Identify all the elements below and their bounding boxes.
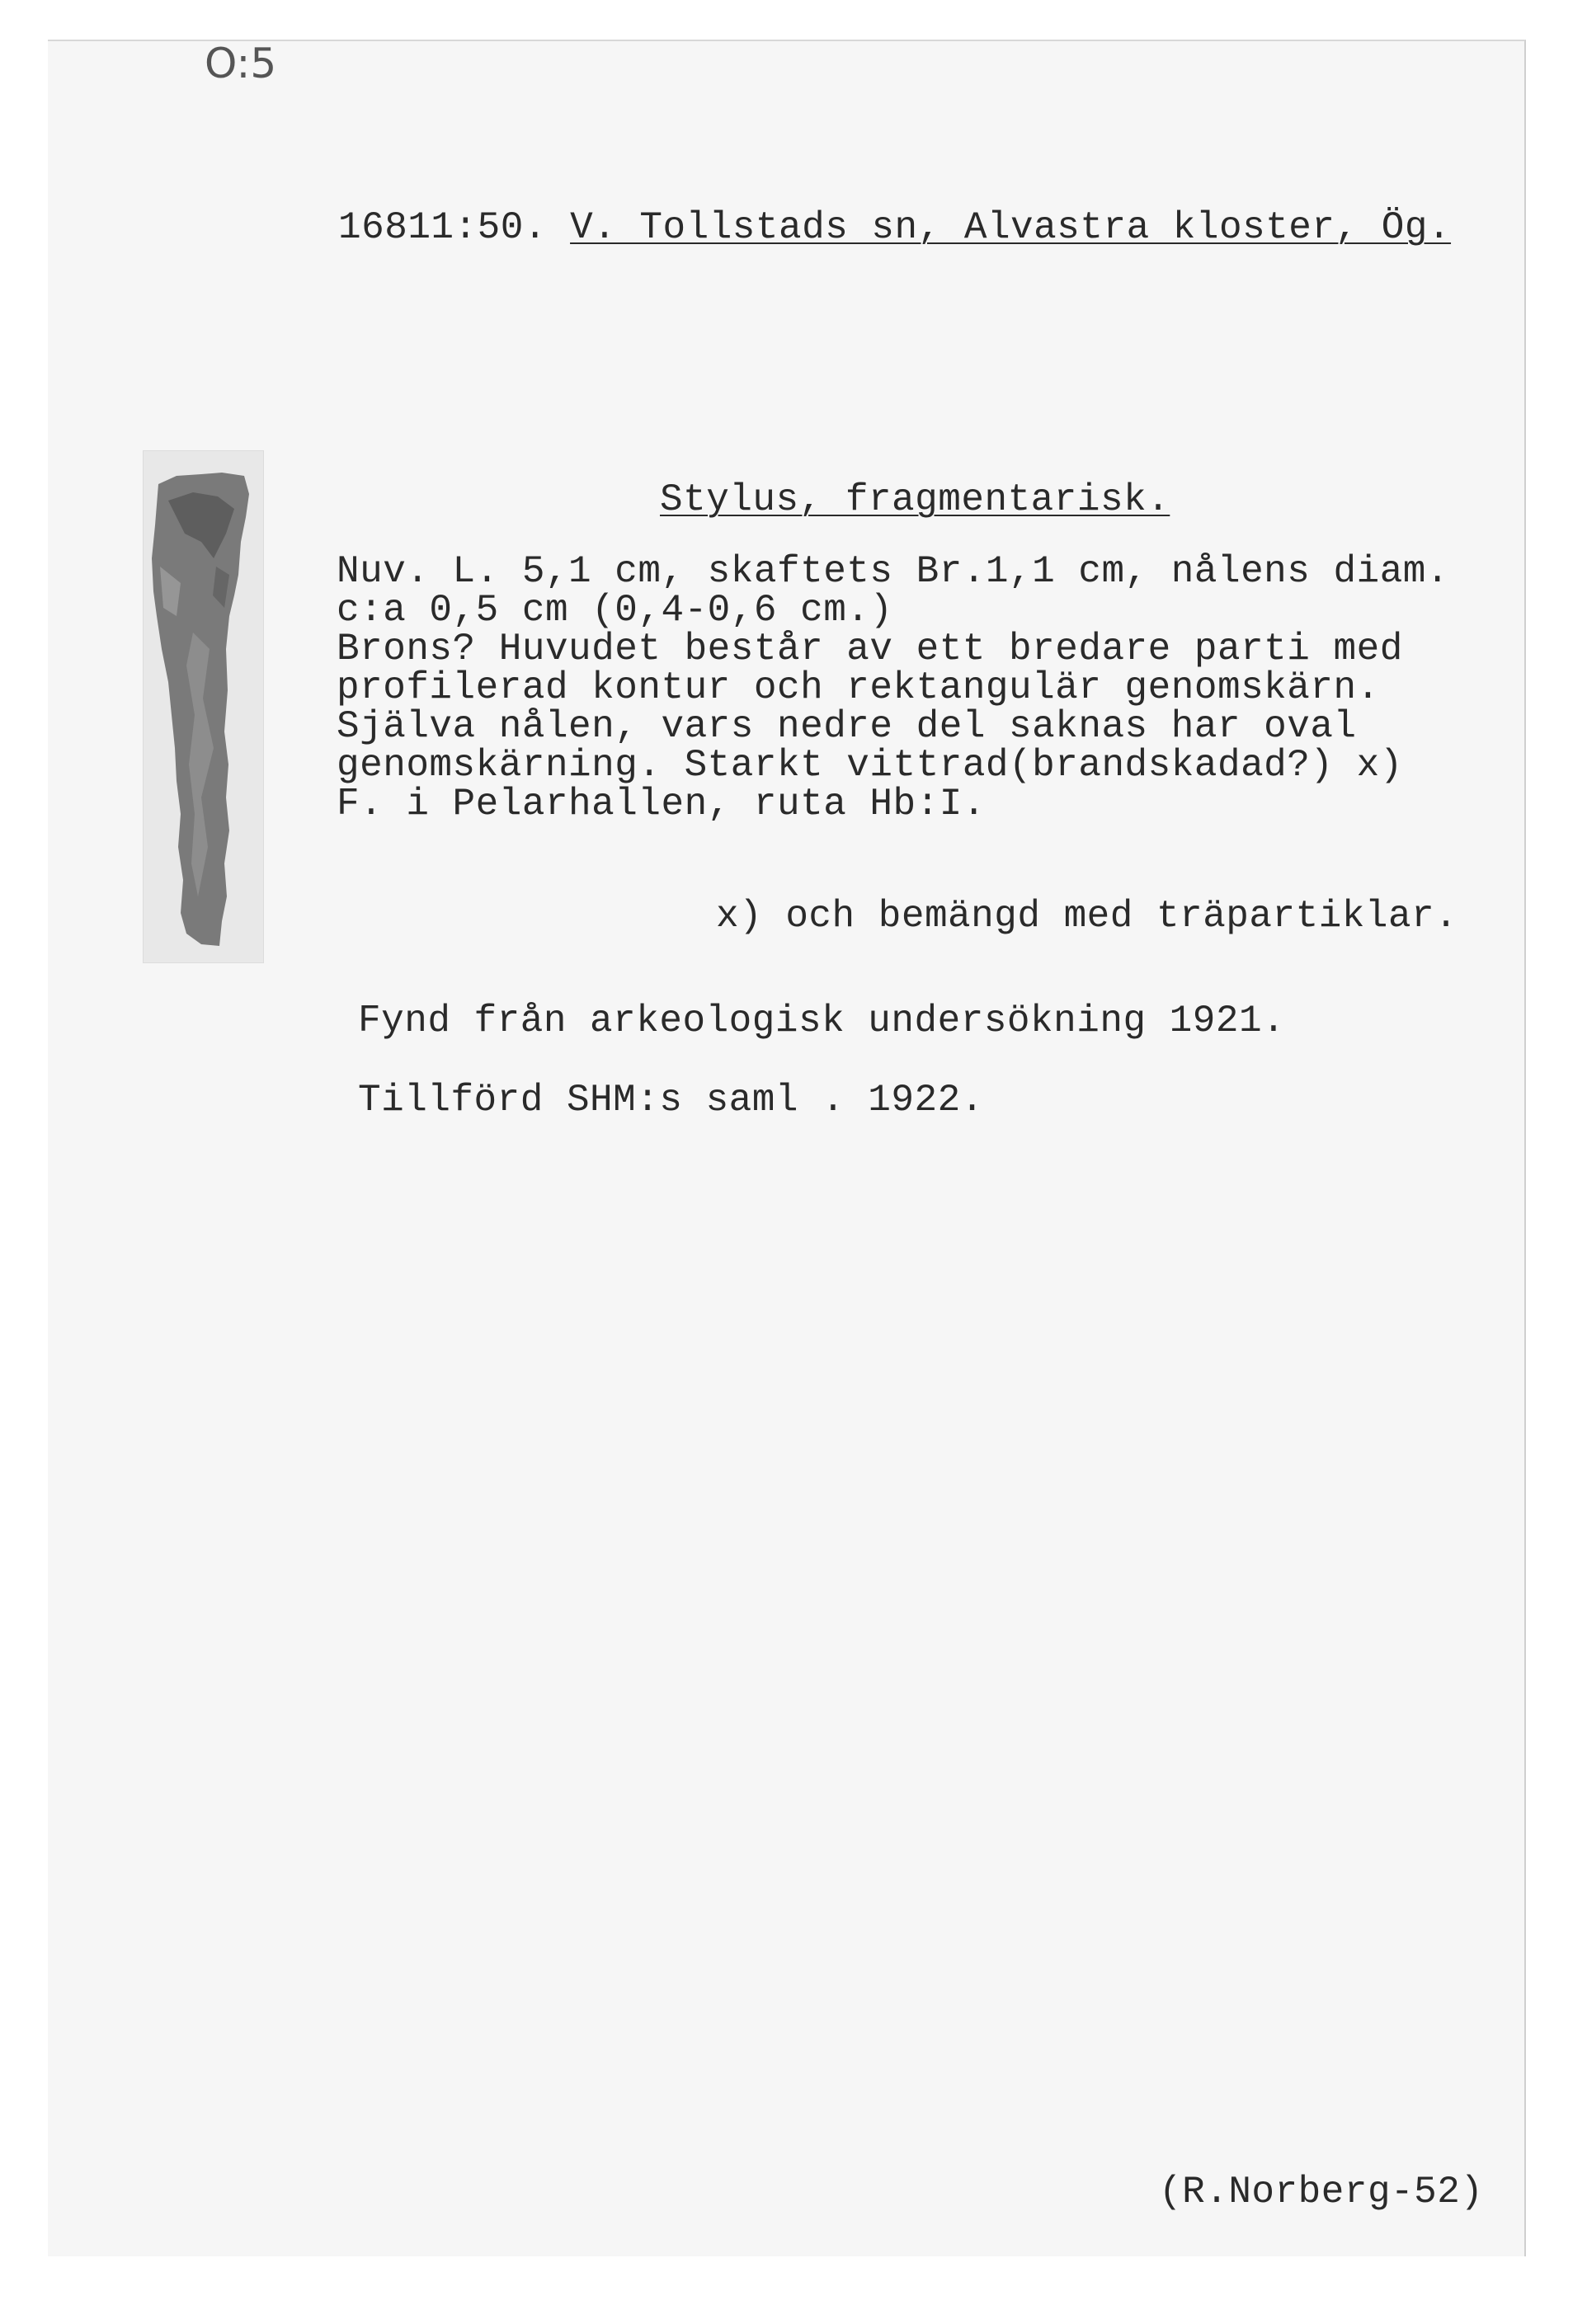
description-line: genomskärning. Starkt vittrad(brandskadad?) x)	[337, 744, 1403, 787]
description-line: Brons? Huvudet består av ett bredare parti med	[337, 628, 1403, 670]
description-line: Själva nålen, vars nedre del saknas har oval	[337, 705, 1357, 748]
description-block	[337, 550, 1450, 826]
description-line: F. i Pelarhallen, ruta Hb:I.	[337, 783, 986, 826]
stylus-image	[144, 451, 263, 962]
provenance-line: Fynd från arkeologisk undersökning 1921.	[358, 1000, 1286, 1042]
description-line: profilerad kontur och rektangulär genomskärn.	[337, 666, 1380, 709]
handwritten-number: O:5	[205, 40, 277, 87]
catalog-card	[48, 40, 1526, 2256]
inventory-number: 16811:50.	[338, 206, 547, 249]
object-title: Stylus, fragmentarisk.	[660, 478, 1170, 521]
footnote: x) och bemängd med träpartiklar.	[716, 895, 1458, 938]
description-line: c:a 0,5 cm (0,4-0,6 cm.)	[337, 589, 893, 632]
provenance-block	[358, 981, 1285, 1140]
description-line: Nuv. L. 5,1 cm, skaftets Br.1,1 cm, nålens diam.	[337, 550, 1450, 593]
provenance-line: Tillförd SHM:s saml . 1922.	[358, 1079, 984, 1122]
author-signature: (R.Norberg-52)	[1159, 2171, 1484, 2213]
find-location: V. Tollstads sn, Alvastra kloster, Ög.	[570, 206, 1452, 249]
object-photo	[143, 450, 264, 963]
card-header	[338, 206, 1451, 249]
